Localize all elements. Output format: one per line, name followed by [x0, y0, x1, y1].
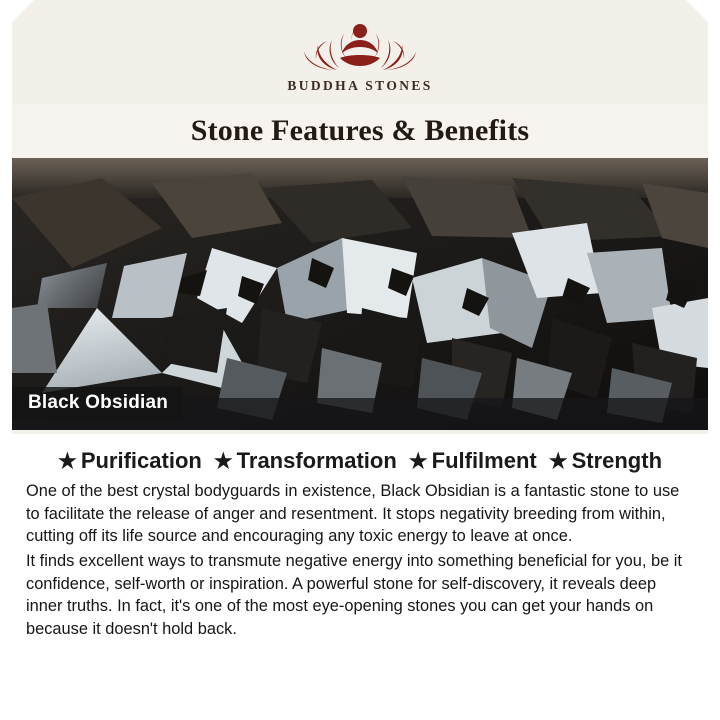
description-paragraph-2: It finds excellent ways to transmute negative energy into something beneficial for you, be it confidence, self-worth or inspiration. A powerful stone for self-discovery, it reveals deep inner truths. In fact, it's one of the most eye-opening stones you can get your hands on because it doesn't hold back. [26, 551, 682, 638]
description-paragraph-1: One of the best crystal bodyguards in existence, Black Obsidian is a fantastic stone to use to facilitate the release of anger and resentment. It stops negativity breeding from within, cutting off its life source and encouraging any toxic energy to leave at once. [26, 482, 680, 546]
star-icon: ★ [548, 449, 568, 473]
benefit-label: Fulfilment [431, 448, 537, 473]
benefits-list [26, 448, 694, 474]
frame-edge-right [708, 0, 720, 720]
corner-wedge-top-right [686, 0, 720, 34]
benefit-item-fulfilment [409, 448, 537, 474]
title-banner [0, 104, 720, 158]
benefit-item-strength [549, 448, 662, 474]
frame-edge-bottom [0, 708, 720, 720]
benefit-label: Purification [80, 448, 202, 473]
benefit-label: Strength [571, 448, 663, 473]
stone-photo [12, 158, 708, 430]
lotus-meditation-icon [294, 14, 426, 76]
benefit-item-purification [58, 448, 202, 474]
frame-edge-left [0, 0, 12, 720]
corner-wedge-top-left [0, 0, 34, 34]
benefit-label: Transformation [236, 448, 397, 473]
benefit-item-transformation [214, 448, 397, 474]
star-icon: ★ [213, 449, 233, 473]
page-title: Stone Features & Benefits [190, 114, 530, 147]
photo-caption: Black Obsidian [12, 387, 182, 420]
star-icon: ★ [408, 449, 428, 473]
brand-header [0, 0, 720, 110]
content-panel [12, 434, 708, 708]
brand-name: BUDDHA STONES [287, 78, 433, 93]
star-icon: ★ [57, 449, 77, 473]
